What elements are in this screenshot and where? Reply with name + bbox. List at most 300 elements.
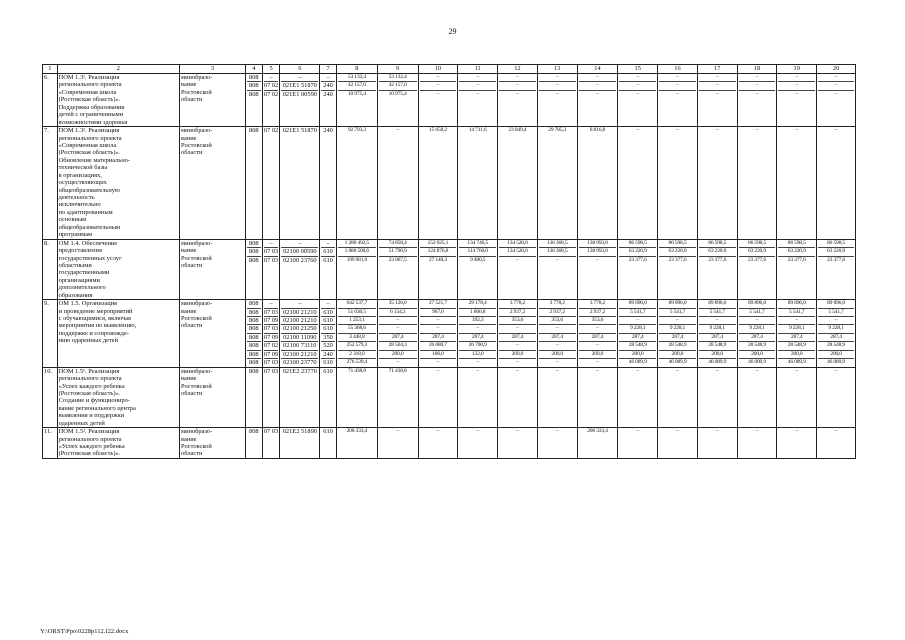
value-line: –: [818, 317, 854, 325]
value-line: 02100 23760: [283, 256, 317, 264]
measure-name-line: поддержке и сопровожде-: [58, 329, 129, 337]
value-line: 610: [321, 317, 335, 325]
executor-line: минобразо-: [181, 127, 213, 135]
value-line: 200,0: [539, 351, 576, 359]
column-header: 19: [777, 65, 817, 74]
column-header: 5: [262, 65, 280, 74]
value-line: –: [281, 240, 318, 248]
value-line: 136 368,5: [539, 240, 576, 248]
value-line: –: [834, 90, 838, 97]
value-line: 287,4: [659, 334, 696, 342]
value-line: 23 377,6: [747, 256, 766, 263]
value-line: 89 896,0: [619, 300, 656, 308]
value-line: 2 318,0: [338, 351, 376, 359]
value-line: –: [459, 74, 496, 82]
value-line: 200,0: [379, 351, 417, 359]
value-cell: [777, 127, 817, 240]
value-line: –: [420, 82, 457, 90]
measure-name-line: мероприятия по выявлению,: [58, 322, 137, 330]
measure-name-line: предоставления: [58, 247, 102, 255]
value-line: 15 658,2: [428, 127, 447, 134]
measure-name: [57, 74, 179, 127]
value-line: 199 981,9: [346, 256, 368, 263]
value-line: –: [264, 74, 279, 82]
value-line: 02100 21250: [283, 325, 317, 333]
table-row: [43, 300, 856, 368]
measure-name-line: регионального проекта: [58, 81, 122, 89]
value-line: 23 377,6: [787, 256, 806, 263]
value-line: –: [579, 342, 617, 350]
value-line: –: [516, 256, 519, 263]
value-line: –: [539, 74, 576, 82]
value-line: –: [755, 90, 759, 97]
value-line: 29 178,4: [459, 300, 496, 308]
row-number: 6.: [43, 74, 58, 127]
value-line: –: [676, 90, 679, 97]
measure-name: [57, 300, 179, 368]
value-line: –: [264, 240, 279, 248]
value-line: 9 228,1: [619, 325, 656, 333]
value-line: 07 03: [263, 367, 279, 375]
value-cell: [537, 367, 577, 428]
value-line: –: [676, 127, 679, 134]
value-cell: [280, 127, 320, 240]
measure-name-line: исключительно: [58, 201, 101, 209]
value-line: 808: [247, 325, 261, 333]
executor-line: минобразо-: [181, 300, 213, 308]
value-line: –: [420, 317, 457, 325]
value-cell: [245, 367, 262, 428]
value-line: 07 02: [263, 127, 279, 135]
value-line: 138 993,0: [579, 248, 617, 256]
value-line: 28 548,9: [699, 342, 736, 350]
value-cell: [577, 239, 618, 300]
value-line: –: [436, 367, 440, 374]
executor: [180, 428, 246, 459]
measure-name-line: регионального проекта: [58, 134, 122, 142]
executor-line: вание: [181, 247, 197, 255]
value-line: –: [436, 359, 440, 366]
value-cell: [336, 428, 377, 459]
measure-name-line: нию одаренных детей: [58, 337, 119, 345]
value-cell: [262, 300, 280, 368]
value-line: –: [516, 428, 519, 435]
value-line: 287,4: [818, 334, 854, 342]
value-line: 02100 11090: [283, 333, 317, 341]
value-line: 610: [323, 428, 333, 436]
value-line: –: [596, 367, 599, 374]
value-line: 5 541,7: [739, 309, 776, 317]
value-line: 46 089,9: [827, 359, 846, 366]
value-line: 610: [321, 248, 335, 256]
value-cell: [320, 428, 337, 459]
executor: [180, 127, 246, 240]
value-cell: [658, 367, 698, 428]
value-line: 808: [247, 317, 261, 325]
value-line: 808: [247, 351, 261, 359]
column-header: 7: [320, 65, 337, 74]
column-header: 3: [180, 65, 246, 74]
value-line: 021Е1 51870: [282, 127, 317, 135]
value-line: 132,0: [459, 351, 496, 359]
executor-line: области: [181, 261, 203, 269]
value-line: –: [379, 325, 417, 333]
value-line: –: [778, 317, 815, 325]
executor-line: вание: [181, 307, 197, 315]
value-line: 28 548,9: [619, 342, 656, 350]
value-cell: [817, 428, 856, 459]
value-line: 350: [321, 334, 335, 342]
value-cell: [697, 239, 737, 300]
value-line: 9 228,1: [818, 325, 854, 333]
value-line: 287,4: [579, 334, 617, 342]
value-line: –: [436, 428, 440, 435]
value-line: 35 126,0: [379, 300, 417, 308]
value-cell: [577, 74, 618, 127]
value-cell: [777, 428, 817, 459]
column-header: 15: [618, 65, 658, 74]
value-line: 07 03: [263, 256, 279, 264]
value-line: 53 132,4: [379, 74, 417, 82]
value-line: –: [636, 90, 640, 97]
value-line: –: [476, 428, 479, 435]
value-line: 02100 21210: [283, 308, 317, 316]
value-cell: [737, 300, 777, 368]
value-line: 240: [321, 82, 335, 90]
measure-name-line: деятельность: [58, 194, 95, 201]
value-line: 808: [249, 256, 259, 264]
value-line: 46 089,9: [708, 359, 727, 366]
value-line: –: [539, 325, 576, 333]
value-line: –: [699, 74, 736, 82]
value-line: –: [579, 82, 617, 90]
value-line: –: [420, 74, 457, 82]
executor-line: вание: [181, 375, 197, 383]
value-line: 200,0: [579, 351, 617, 359]
value-line: 46 089,9: [747, 359, 766, 366]
executor-line: минобразо-: [181, 239, 213, 247]
value-line: 5 541,7: [659, 309, 696, 317]
value-line: –: [676, 367, 679, 374]
value-line: 42 157,0: [379, 82, 417, 90]
value-line: 967,6: [420, 309, 457, 317]
value-cell: [458, 300, 498, 368]
value-line: 23 377,6: [668, 256, 687, 263]
value-line: –: [264, 300, 279, 308]
executor-line: минобразо-: [181, 367, 213, 375]
value-line: 134 746,5: [459, 240, 496, 248]
value-line: 192,3: [459, 317, 496, 325]
value-cell: [320, 300, 337, 368]
value-line: 2 937,2: [579, 309, 617, 317]
value-line: –: [619, 82, 656, 90]
value-line: –: [396, 359, 399, 366]
measure-name-line: в организациях,: [58, 171, 102, 179]
value-line: –: [834, 367, 838, 374]
value-line: 808: [249, 90, 259, 98]
value-cell: [618, 239, 658, 300]
row-number: 7.: [43, 127, 58, 240]
value-cell: [577, 367, 618, 428]
value-line: 28 548,9: [778, 342, 815, 350]
measure-name-line: дополнительного: [58, 284, 106, 292]
value-line: –: [619, 74, 656, 82]
measure-name-line: (Ростовская область)».: [58, 389, 121, 397]
value-cell: [658, 74, 698, 127]
value-line: 29 785,3: [548, 127, 567, 134]
value-cell: [618, 300, 658, 368]
value-line: –: [596, 359, 599, 366]
table-row: [43, 367, 856, 428]
value-line: –: [539, 82, 576, 90]
value-line: 287,4: [459, 334, 496, 342]
measure-name-line: программам: [58, 231, 93, 239]
value-line: –: [516, 367, 519, 374]
value-line: 23 377,6: [628, 256, 647, 263]
value-line: 5 541,7: [818, 309, 854, 317]
value-line: 27 148,3: [428, 256, 447, 263]
value-line: 1 253,1: [338, 317, 376, 325]
value-line: 9 228,1: [699, 325, 736, 333]
value-line: –: [739, 74, 776, 82]
value-line: 200,0: [499, 351, 536, 359]
value-line: 02100 21210: [283, 317, 317, 324]
value-line: –: [636, 367, 640, 374]
executor-line: Ростовской: [181, 443, 212, 450]
value-line: 021Е2 23770: [282, 367, 317, 375]
value-line: 240: [321, 351, 335, 359]
value-cell: [817, 367, 856, 428]
value-line: 252 579,3: [338, 342, 376, 350]
executor-line: области: [181, 389, 203, 397]
value-line: –: [739, 82, 776, 90]
value-line: 86 598,5: [699, 240, 736, 248]
value-line: 1 080 500,6: [338, 248, 376, 256]
value-line: 5 541,7: [778, 309, 815, 317]
value-cell: [418, 127, 458, 240]
value-line: 07 02: [263, 82, 279, 90]
value-line: 610: [323, 367, 333, 375]
value-line: 808: [247, 82, 261, 90]
value-line: 46 089,9: [628, 359, 647, 366]
value-cell: [737, 367, 777, 428]
value-line: –: [476, 90, 479, 97]
measure-name-line: ПОМ 1.3¹. Реализация: [58, 74, 120, 81]
value-line: 808: [247, 240, 261, 248]
value-line: 07 03: [263, 325, 279, 333]
value-line: 138 993,0: [579, 240, 617, 248]
value-line: 9 228,1: [778, 325, 815, 333]
measure-name-line: регионального проекта: [58, 435, 122, 443]
value-cell: [577, 127, 618, 240]
value-cell: [377, 239, 418, 300]
value-cell: [817, 74, 856, 127]
value-line: –: [555, 359, 559, 366]
value-cell: [245, 74, 262, 127]
value-line: –: [579, 325, 617, 333]
value-cell: [377, 74, 418, 127]
value-line: 2 937,2: [539, 309, 576, 317]
measure-name-line: общеобразовательную: [58, 186, 120, 194]
value-cell: [737, 74, 777, 127]
value-line: 89 896,0: [699, 300, 736, 308]
measure-name-line: ПОМ 1.5¹. Реализация: [58, 367, 120, 375]
value-line: –: [715, 90, 719, 97]
value-cell: [280, 300, 320, 368]
value-line: 07 03: [263, 248, 279, 256]
value-line: –: [459, 325, 496, 333]
value-line: –: [636, 127, 640, 134]
value-line: 642 537,7: [338, 300, 376, 308]
value-line: 208 333,4: [587, 428, 608, 435]
value-cell: [537, 239, 577, 300]
value-cell: [618, 74, 658, 127]
value-line: –: [555, 367, 559, 374]
measure-name-line: регионального проекта: [58, 375, 122, 383]
value-line: 240: [323, 90, 333, 98]
column-header: 4: [245, 65, 262, 74]
value-line: 74 858,4: [379, 240, 417, 248]
value-line: 1 866,8: [459, 309, 496, 317]
value-cell: [777, 367, 817, 428]
value-line: –: [436, 90, 440, 97]
column-header: 16: [658, 65, 698, 74]
measure-name-line: (Ростовская область)».: [58, 96, 121, 104]
value-line: 02100 73110: [283, 342, 317, 350]
executor-line: области: [181, 96, 203, 104]
measure-name-line: «Современная школа: [58, 88, 117, 96]
value-line: –: [459, 82, 496, 90]
value-line: 02100 00590: [283, 248, 317, 256]
value-line: 3 778,2: [499, 300, 536, 308]
value-cell: [377, 428, 418, 459]
value-line: 27 521,7: [420, 300, 457, 308]
value-line: 520: [321, 342, 335, 350]
value-cell: [336, 74, 377, 127]
value-line: –: [321, 240, 335, 248]
value-cell: [280, 367, 320, 428]
value-line: –: [834, 127, 838, 134]
value-cell: [498, 74, 538, 127]
value-line: –: [476, 367, 479, 374]
value-cell: [336, 239, 377, 300]
value-line: 51 030,5: [338, 309, 376, 317]
value-line: 021Е2 51890: [282, 428, 317, 436]
value-line: –: [321, 300, 335, 308]
value-cell: [537, 127, 577, 240]
value-line: 808: [249, 367, 259, 375]
value-line: –: [579, 74, 617, 82]
measure-name-line: «Успех каждого ребенка: [58, 382, 125, 390]
value-cell: [280, 239, 320, 300]
value-line: 200,0: [739, 351, 776, 359]
value-line: –: [476, 359, 479, 366]
value-line: –: [516, 90, 519, 97]
value-line: 23 377,6: [708, 256, 727, 263]
value-cell: [498, 300, 538, 368]
value-line: 3 448,8: [338, 334, 376, 342]
column-header: 12: [498, 65, 538, 74]
value-line: 51 790,9: [379, 248, 417, 256]
value-line: –: [676, 428, 679, 435]
value-line: 02100 21210: [283, 350, 317, 358]
value-line: 287,4: [739, 334, 776, 342]
executor-line: минобразо-: [181, 428, 213, 436]
value-cell: [418, 367, 458, 428]
value-line: 07 02: [263, 90, 279, 98]
value-line: 86 598,5: [619, 240, 656, 248]
value-line: 808: [249, 359, 259, 367]
value-line: 114 766,0: [459, 248, 496, 256]
value-cell: [280, 428, 320, 459]
value-cell: [537, 74, 577, 127]
value-line: 808: [247, 248, 261, 256]
value-line: 2 937,2: [499, 309, 536, 317]
value-line: 92 793,3: [347, 127, 366, 134]
measure-name-line: «Современная школа: [58, 141, 117, 149]
value-cell: [418, 428, 458, 459]
value-line: 46 089,9: [668, 359, 687, 366]
value-line: 86 598,5: [659, 240, 696, 248]
value-line: –: [778, 74, 815, 82]
value-line: 07 03: [263, 308, 279, 316]
value-line: 610: [321, 309, 335, 317]
value-line: 200,0: [818, 351, 854, 359]
value-cell: [418, 239, 458, 300]
value-cell: [320, 127, 337, 240]
executor-line: минобразо-: [181, 74, 213, 81]
row-number: 9.: [43, 300, 58, 368]
value-cell: [458, 239, 498, 300]
header-row: [43, 65, 856, 74]
value-cell: [245, 239, 262, 300]
value-line: 6 134,3: [379, 309, 417, 317]
value-line: –: [420, 325, 457, 333]
executor-line: Ростовской: [181, 382, 212, 390]
value-line: –: [795, 367, 799, 374]
value-line: 208 333,4: [346, 428, 368, 435]
value-cell: [377, 127, 418, 240]
value-line: –: [755, 428, 759, 435]
value-line: 5 541,7: [619, 309, 656, 317]
value-line: 55 368,6: [338, 325, 376, 333]
value-line: 3 778,2: [579, 300, 617, 308]
value-line: 63 220,9: [739, 248, 776, 256]
value-line: 28 548,9: [739, 342, 776, 350]
value-line: 353,6: [539, 317, 576, 325]
value-line: 808: [247, 74, 261, 82]
measure-name-line: государственных услуг: [58, 254, 122, 262]
value-cell: [817, 239, 856, 300]
value-line: 23 849,4: [508, 127, 527, 134]
value-line: –: [619, 317, 656, 325]
measure-name: [57, 239, 179, 300]
value-cell: [245, 127, 262, 240]
value-line: –: [659, 74, 696, 82]
column-header: 13: [537, 65, 577, 74]
measure-name-line: «Успех каждого ребенка: [58, 443, 125, 450]
value-cell: [262, 74, 280, 127]
value-line: –: [396, 428, 399, 435]
value-cell: [458, 428, 498, 459]
value-cell: [618, 127, 658, 240]
value-cell: [737, 239, 777, 300]
value-line: –: [795, 90, 799, 97]
value-line: 07 09: [263, 350, 279, 358]
value-cell: [577, 300, 618, 368]
value-line: 287,4: [539, 334, 576, 342]
value-cell: [697, 127, 737, 240]
